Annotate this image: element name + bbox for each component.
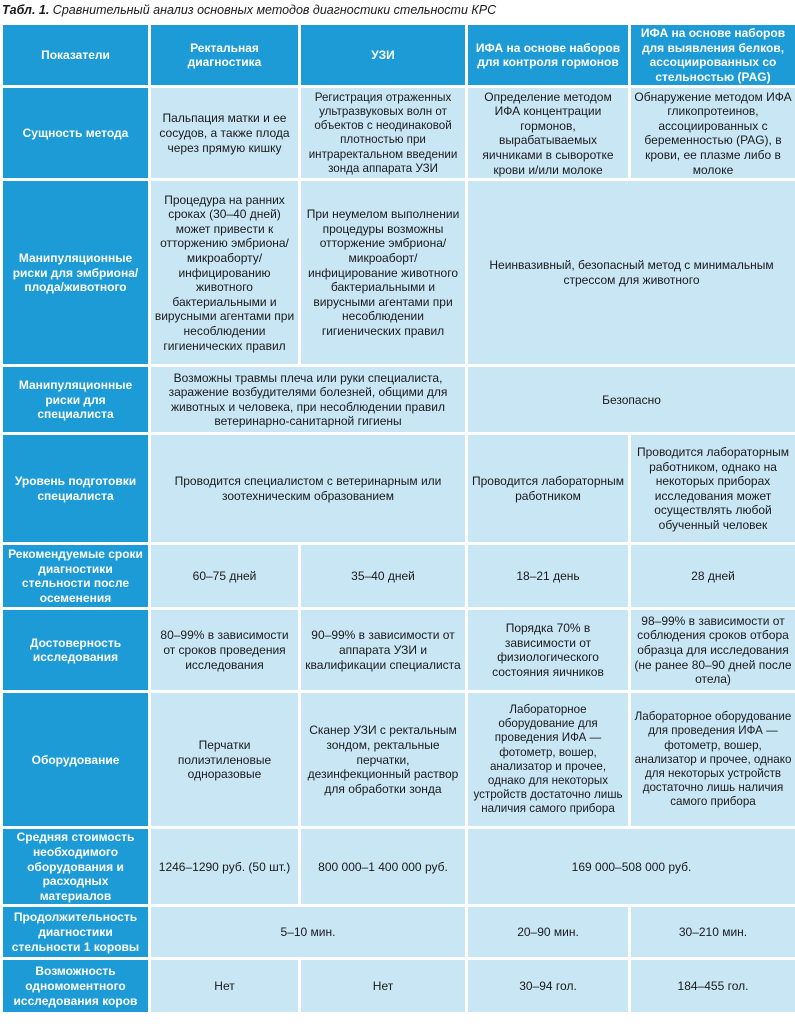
cell-timing-uzi: 35–40 дней — [301, 545, 465, 607]
table-row — [3, 693, 795, 826]
cell-equipment-ifa-pag: Лабораторное оборудование для проведения ИФА — фотометр, вошер, анализатор и прочее, однако для некоторых устройств достаточно лишь наличия самого прибора — [631, 693, 795, 826]
header-row — [3, 25, 795, 85]
cell-batch-rectal: Нет — [151, 960, 298, 1012]
cell-batch-ifa-pag: 184–455 гол. — [631, 960, 795, 1012]
cell-equipment-rectal: Перчатки полиэтиленовые одноразовые — [151, 693, 298, 826]
row-label-cost: Средняя стоимость необходимого оборудования и расходных материалов — [3, 829, 148, 904]
table-row — [3, 907, 795, 957]
table-row — [3, 960, 795, 1012]
cell-animal-risks-rectal: Процедура на ранних сроках (30–40 дней) может привести к отторжению эмбриона/ микроаборту/ инфицированию животного бактериальными и вирусными агентами при несоблюдении гигиенических правил — [151, 181, 298, 364]
cell-training-ifa-pag: Проводится лабораторным работником, однако на некоторых приборах исследования может осуществлять любой обученный человек — [631, 435, 795, 542]
cell-specialist-risks-rectal-uzi: Возможны травмы плеча или руки специалиста, заражение возбудителями болезней, общими для животных и человека, при несоблюдении правил ветеринарно-санитарной гигиены — [151, 367, 465, 432]
cell-reliability-ifa-hormones: Порядка 70% в зависимости от физиологического состояния яичников — [468, 610, 628, 690]
table-caption — [2, 3, 496, 17]
cell-duration-ifa-hormones: 20–90 мин. — [468, 907, 628, 957]
table-row — [3, 435, 795, 542]
table-row — [3, 545, 795, 607]
table-row — [3, 610, 795, 690]
cell-timing-ifa-pag: 28 дней — [631, 545, 795, 607]
row-label-equipment: Оборудование — [3, 693, 148, 826]
cell-duration-rectal-uzi: 5–10 мин. — [151, 907, 465, 957]
header-rectal: Ректальная диагностика — [151, 25, 298, 85]
row-label-batch: Возможность одномоментного исследования коров — [3, 960, 148, 1012]
table-row — [3, 88, 795, 178]
row-label-timing: Рекомендуемые сроки диагностики стельности после осеменения — [3, 545, 148, 607]
cell-animal-risks-ifa: Неинвазивный, безопасный метод с минимальным стрессом для животного — [468, 181, 795, 364]
header-uzi: УЗИ — [301, 25, 465, 85]
table-row — [3, 181, 795, 364]
header-indicators: Показатели — [3, 25, 148, 85]
cell-training-rectal-uzi: Проводится специалистом с ветеринарным или зоотехническим образованием — [151, 435, 465, 542]
cell-equipment-ifa-hormones: Лабораторное оборудование для проведения ИФА — фотометр, вошер, анализатор и прочее, однако для некоторых устройств достаточно лишь наличия самого прибора — [468, 693, 628, 826]
cell-batch-ifa-hormones: 30–94 гол. — [468, 960, 628, 1012]
header-ifa-hormones: ИФА на основе наборов для контроля гормонов — [468, 25, 628, 85]
cell-timing-rectal: 60–75 дней — [151, 545, 298, 607]
cell-cost-ifa: 169 000–508 000 руб. — [468, 829, 795, 904]
cell-batch-uzi: Нет — [301, 960, 465, 1012]
row-label-training: Уровень подготовки специалиста — [3, 435, 148, 542]
cell-timing-ifa-hormones: 18–21 день — [468, 545, 628, 607]
cell-essence-ifa-pag: Обнаружение методом ИФА гликопротеинов, ассоциированных с беременностью (PAG), в крови, ее плазме либо в молоке — [631, 88, 795, 178]
cell-essence-uzi: Регистрация отраженных ультразвуковых волн от объектов с неодинаковой плотностью при интраректальном введении зонда аппарата УЗИ — [301, 88, 465, 178]
row-label-animal-risks: Манипуляционные риски для эмбриона/ плода/животного — [3, 181, 148, 364]
caption-prefix: Табл. 1. — [2, 3, 50, 17]
cell-essence-ifa-hormones: Определение методом ИФА концентрации гормонов, вырабатываемых яичниками в сыворотке крови и/или молоке — [468, 88, 628, 178]
table-row — [3, 829, 795, 904]
cell-equipment-uzi: Сканер УЗИ с ректальным зондом, ректальные перчатки, дезинфекционный раствор для обработки зонда — [301, 693, 465, 826]
cell-training-ifa-hormones: Проводится лабораторным работником — [468, 435, 628, 542]
cell-essence-rectal: Пальпация матки и ее сосудов, а также плода через прямую кишку — [151, 88, 298, 178]
caption-text: Сравнительный анализ основных методов диагностики стельности КРС — [52, 3, 497, 17]
cell-cost-uzi: 800 000–1 400 000 руб. — [301, 829, 465, 904]
cell-cost-rectal: 1246–1290 руб. (50 шт.) — [151, 829, 298, 904]
header-ifa-pag: ИФА на основе наборов для выявления белков, ассоциированных со стельностью (PAG) — [631, 25, 795, 85]
cell-animal-risks-uzi: При неумелом выполнении процедуры возможны отторжение эмбриона/микроаборт/ инфицирование животного бактериальными и вирусными агентами при несоблюдении гигиенических правил — [301, 181, 465, 364]
row-label-essence: Сущность метода — [3, 88, 148, 178]
cell-reliability-ifa-pag: 98–99% в зависимости от соблюдения сроков отбора образца для исследования (не ранее 80–90 дней после отела) — [631, 610, 795, 690]
cell-specialist-risks-ifa: Безопасно — [468, 367, 795, 432]
row-label-specialist-risks: Манипуляционные риски для специалиста — [3, 367, 148, 432]
row-label-reliability: Достоверность исследования — [3, 610, 148, 690]
table-row — [3, 367, 795, 432]
cell-reliability-rectal: 80–99% в зависимости от сроков проведения исследования — [151, 610, 298, 690]
row-label-duration: Продолжительность диагностики стельности 1 коровы — [3, 907, 148, 957]
cell-duration-ifa-pag: 30–210 мин. — [631, 907, 795, 957]
comparison-table — [0, 22, 795, 1015]
cell-reliability-uzi: 90–99% в зависимости от аппарата УЗИ и квалификации специалиста — [301, 610, 465, 690]
